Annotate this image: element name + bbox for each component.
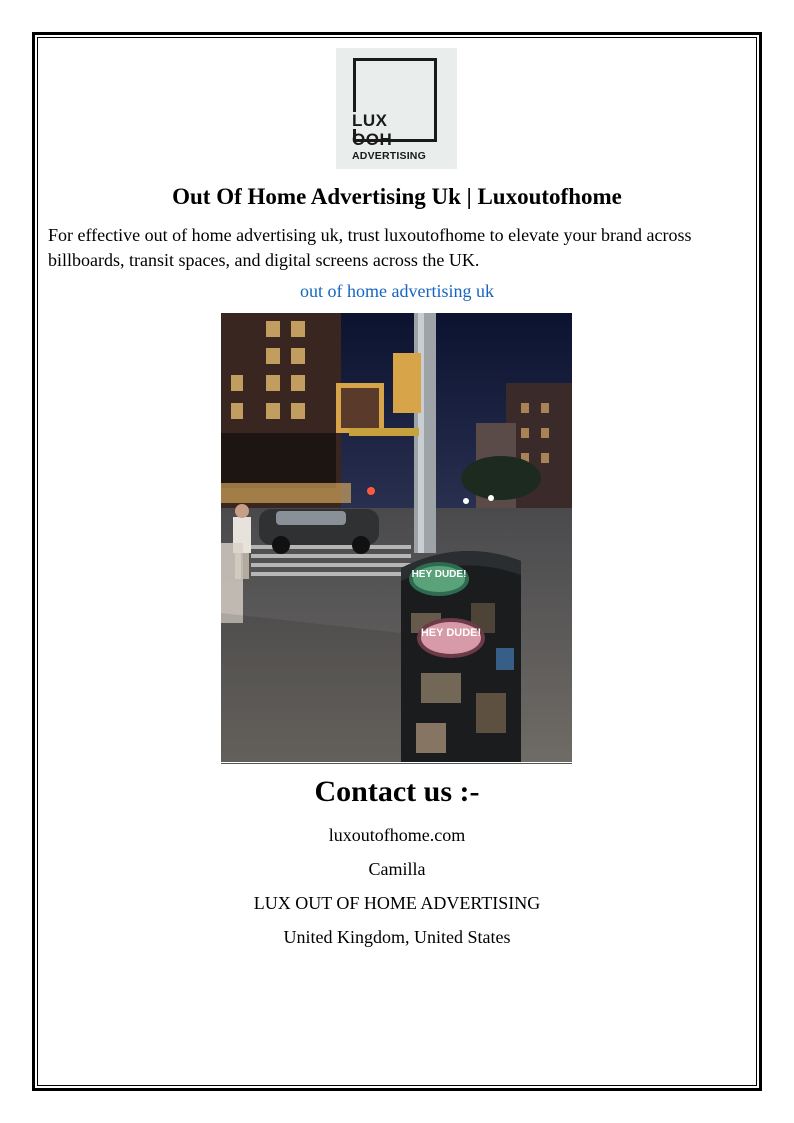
contact-website: luxoutofhome.com: [328, 825, 466, 845]
page-title: Out Of Home Advertising Uk | Luxoutofhome: [172, 184, 622, 209]
contact-heading: Contact us :-: [314, 775, 480, 808]
contact-location: United Kingdom, United States: [283, 927, 511, 947]
intro-paragraph: For effective out of home advertising uk, trust luxoutofhome to elevate your brand across billboards, transit spaces, and digital screens across the UK.: [48, 225, 692, 270]
logo-text-lux: LUX: [352, 111, 388, 130]
contact-company: LUX OUT OF HOME ADVERTISING: [253, 893, 541, 913]
street-photo: [221, 313, 572, 762]
logo-text-advertising: ADVERTISING: [352, 150, 426, 162]
logo-text-ooh: OOH: [352, 130, 393, 149]
sticker-hey-dude-green: HEY DUDE!: [411, 569, 467, 580]
brand-logo: [336, 48, 457, 169]
photo-caption-rule: [221, 763, 572, 764]
sticker-hey-dude-pink: HEY DUDE!: [420, 627, 482, 639]
service-link[interactable]: out of home advertising uk: [300, 281, 494, 301]
contact-name: Camilla: [368, 859, 426, 879]
